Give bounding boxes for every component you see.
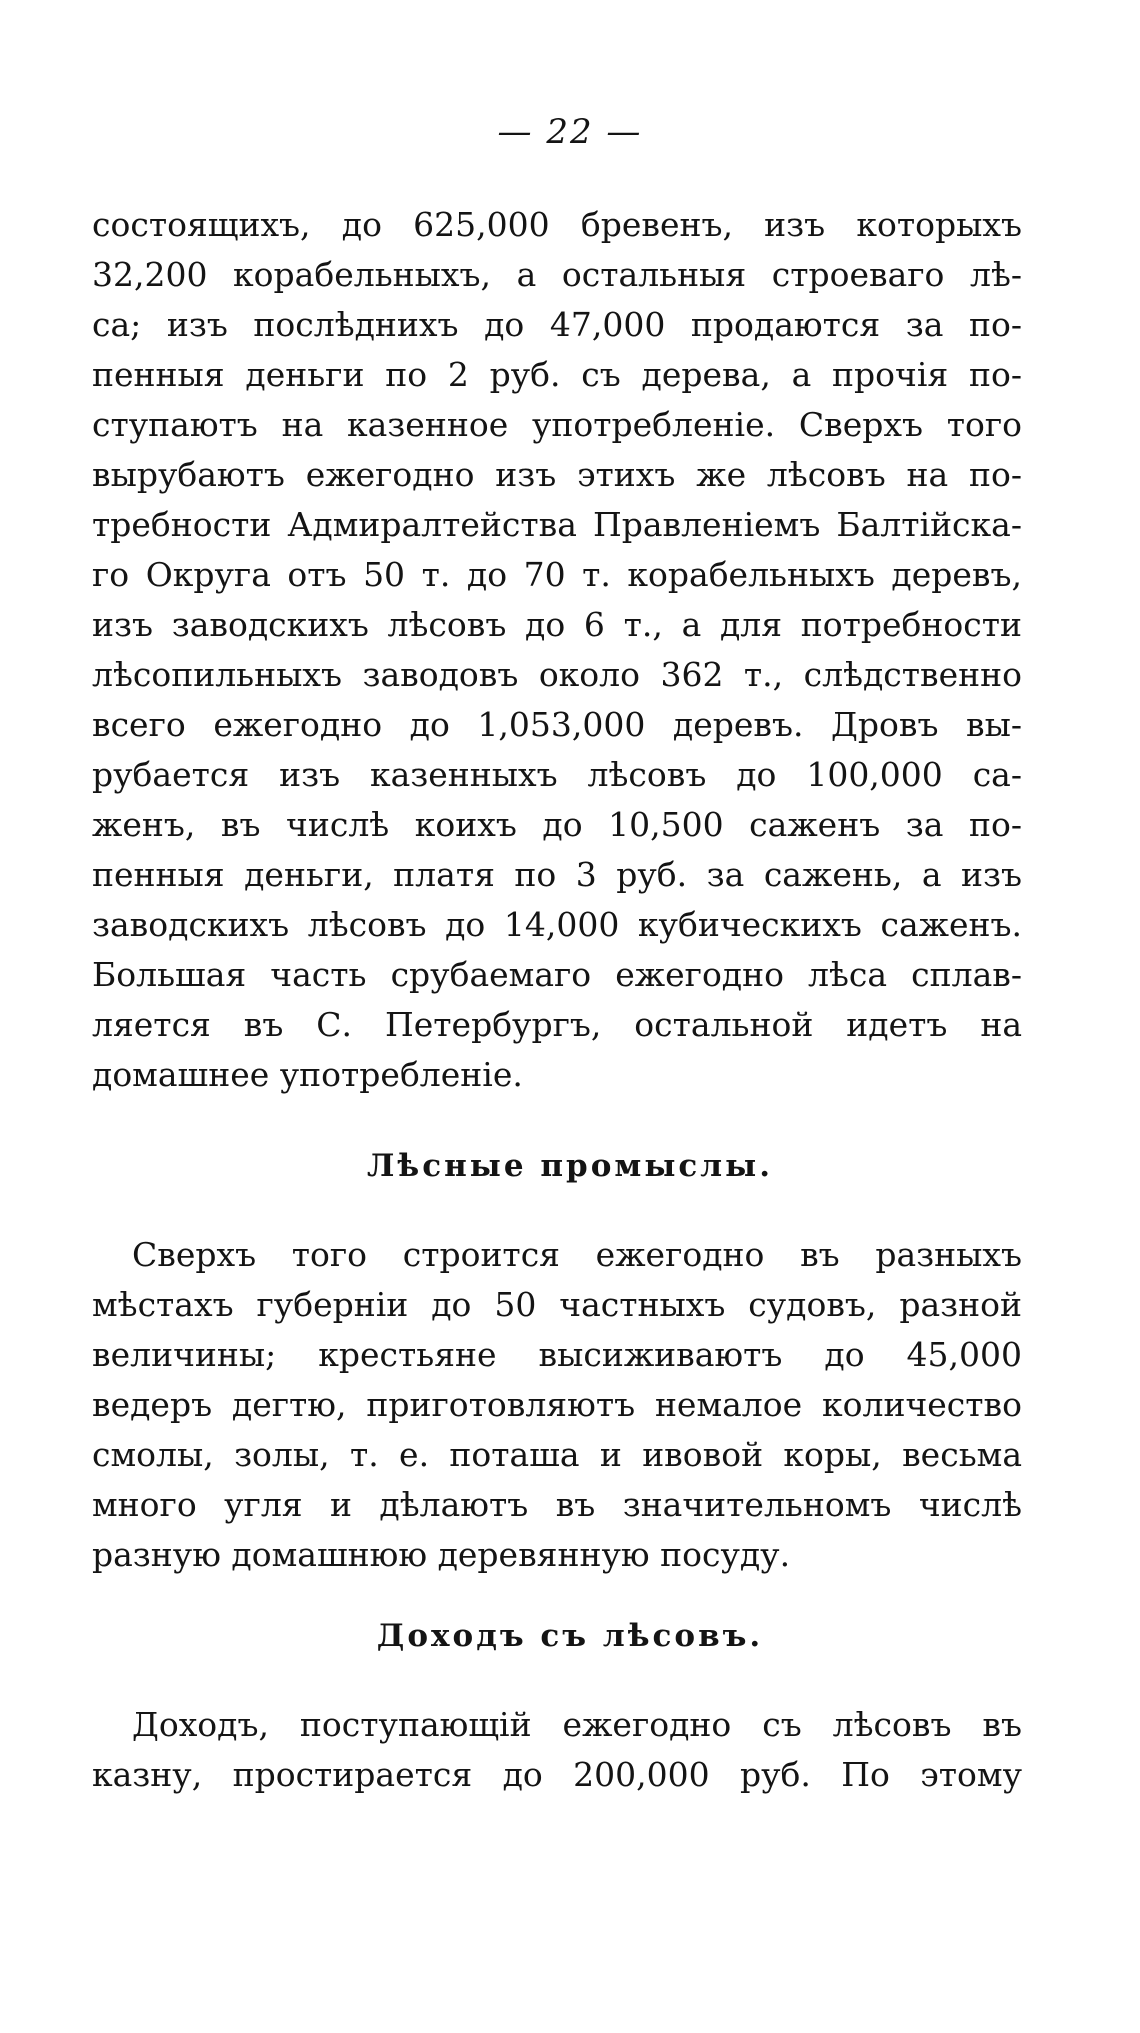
text-line: Доходъ, поступающій ежегодно съ лѣсовъ въ <box>132 1705 1022 1744</box>
paragraph-forest-harvest <box>92 200 1022 1100</box>
section-heading-forest-trades: Лѣсные промыслы. <box>366 1148 773 1184</box>
text-line: Сверхъ того строится ежегодно въ разныхъ <box>132 1235 1022 1274</box>
text-line: домашнее употребленіе. <box>92 1055 523 1094</box>
page-number: — 22 — <box>497 112 643 152</box>
text-line: всего ежегодно до 1,053,000 деревъ. Дровъ вы- <box>92 705 1022 744</box>
text-line: состоящихъ, до 625,000 бревенъ, изъ которыхъ <box>92 205 1022 244</box>
text-line: 32,200 корабельныхъ, а остальныя строеваго лѣ- <box>92 255 1022 294</box>
section-heading-forest-income: Доходъ съ лѣсовъ. <box>376 1618 764 1654</box>
text-line: женъ, въ числѣ коихъ до 10,500 саженъ за по- <box>92 805 1022 844</box>
text-line: ляется въ С. Петербургъ, остальной идетъ на <box>92 1005 1022 1044</box>
text-line: требности Адмиралтейства Правленіемъ Балтійска- <box>92 505 1022 544</box>
text-line: мѣстахъ губерніи до 50 частныхъ судовъ, разной <box>92 1285 1022 1324</box>
text-line: казну, простирается до 200,000 руб. По этому <box>92 1755 1022 1794</box>
text-line: разную домашнюю деревянную посуду. <box>92 1535 791 1574</box>
text-line: пенныя деньги по 2 руб. съ дерева, а прочія по- <box>92 355 1022 394</box>
paragraph-forest-trades <box>92 1230 1022 1580</box>
text-line: рубается изъ казенныхъ лѣсовъ до 100,000 са- <box>92 755 1022 794</box>
text-line: заводскихъ лѣсовъ до 14,000 кубическихъ саженъ. <box>92 905 1022 944</box>
text-line: много угля и дѣлаютъ въ значительномъ числѣ <box>92 1485 1022 1524</box>
text-line: пенныя деньги, платя по 3 руб. за сажень, а изъ <box>92 855 1022 894</box>
text-line: ступаютъ на казенное употребленіе. Сверхъ того <box>92 405 1022 444</box>
text-line: величины; крестьяне высиживаютъ до 45,000 <box>92 1335 1022 1374</box>
text-line: вырубаютъ ежегодно изъ этихъ же лѣсовъ на по- <box>92 455 1022 494</box>
text-line: изъ заводскихъ лѣсовъ до 6 т., а для потребности <box>92 605 1022 644</box>
text-line: смолы, золы, т. е. поташа и ивовой коры, весьма <box>92 1435 1022 1474</box>
text-line: го Округа отъ 50 т. до 70 т. корабельныхъ деревъ, <box>92 555 1022 594</box>
text-line: лѣсопильныхъ заводовъ около 362 т., слѣдственно <box>92 655 1022 694</box>
text-line: са; изъ послѣднихъ до 47,000 продаются за по- <box>92 305 1022 344</box>
text-line: ведеръ дегтю, приготовляютъ немалое количество <box>92 1385 1022 1424</box>
text-line: Большая часть срубаемаго ежегодно лѣса сплав- <box>92 955 1022 994</box>
paragraph-forest-income <box>92 1700 1022 1800</box>
